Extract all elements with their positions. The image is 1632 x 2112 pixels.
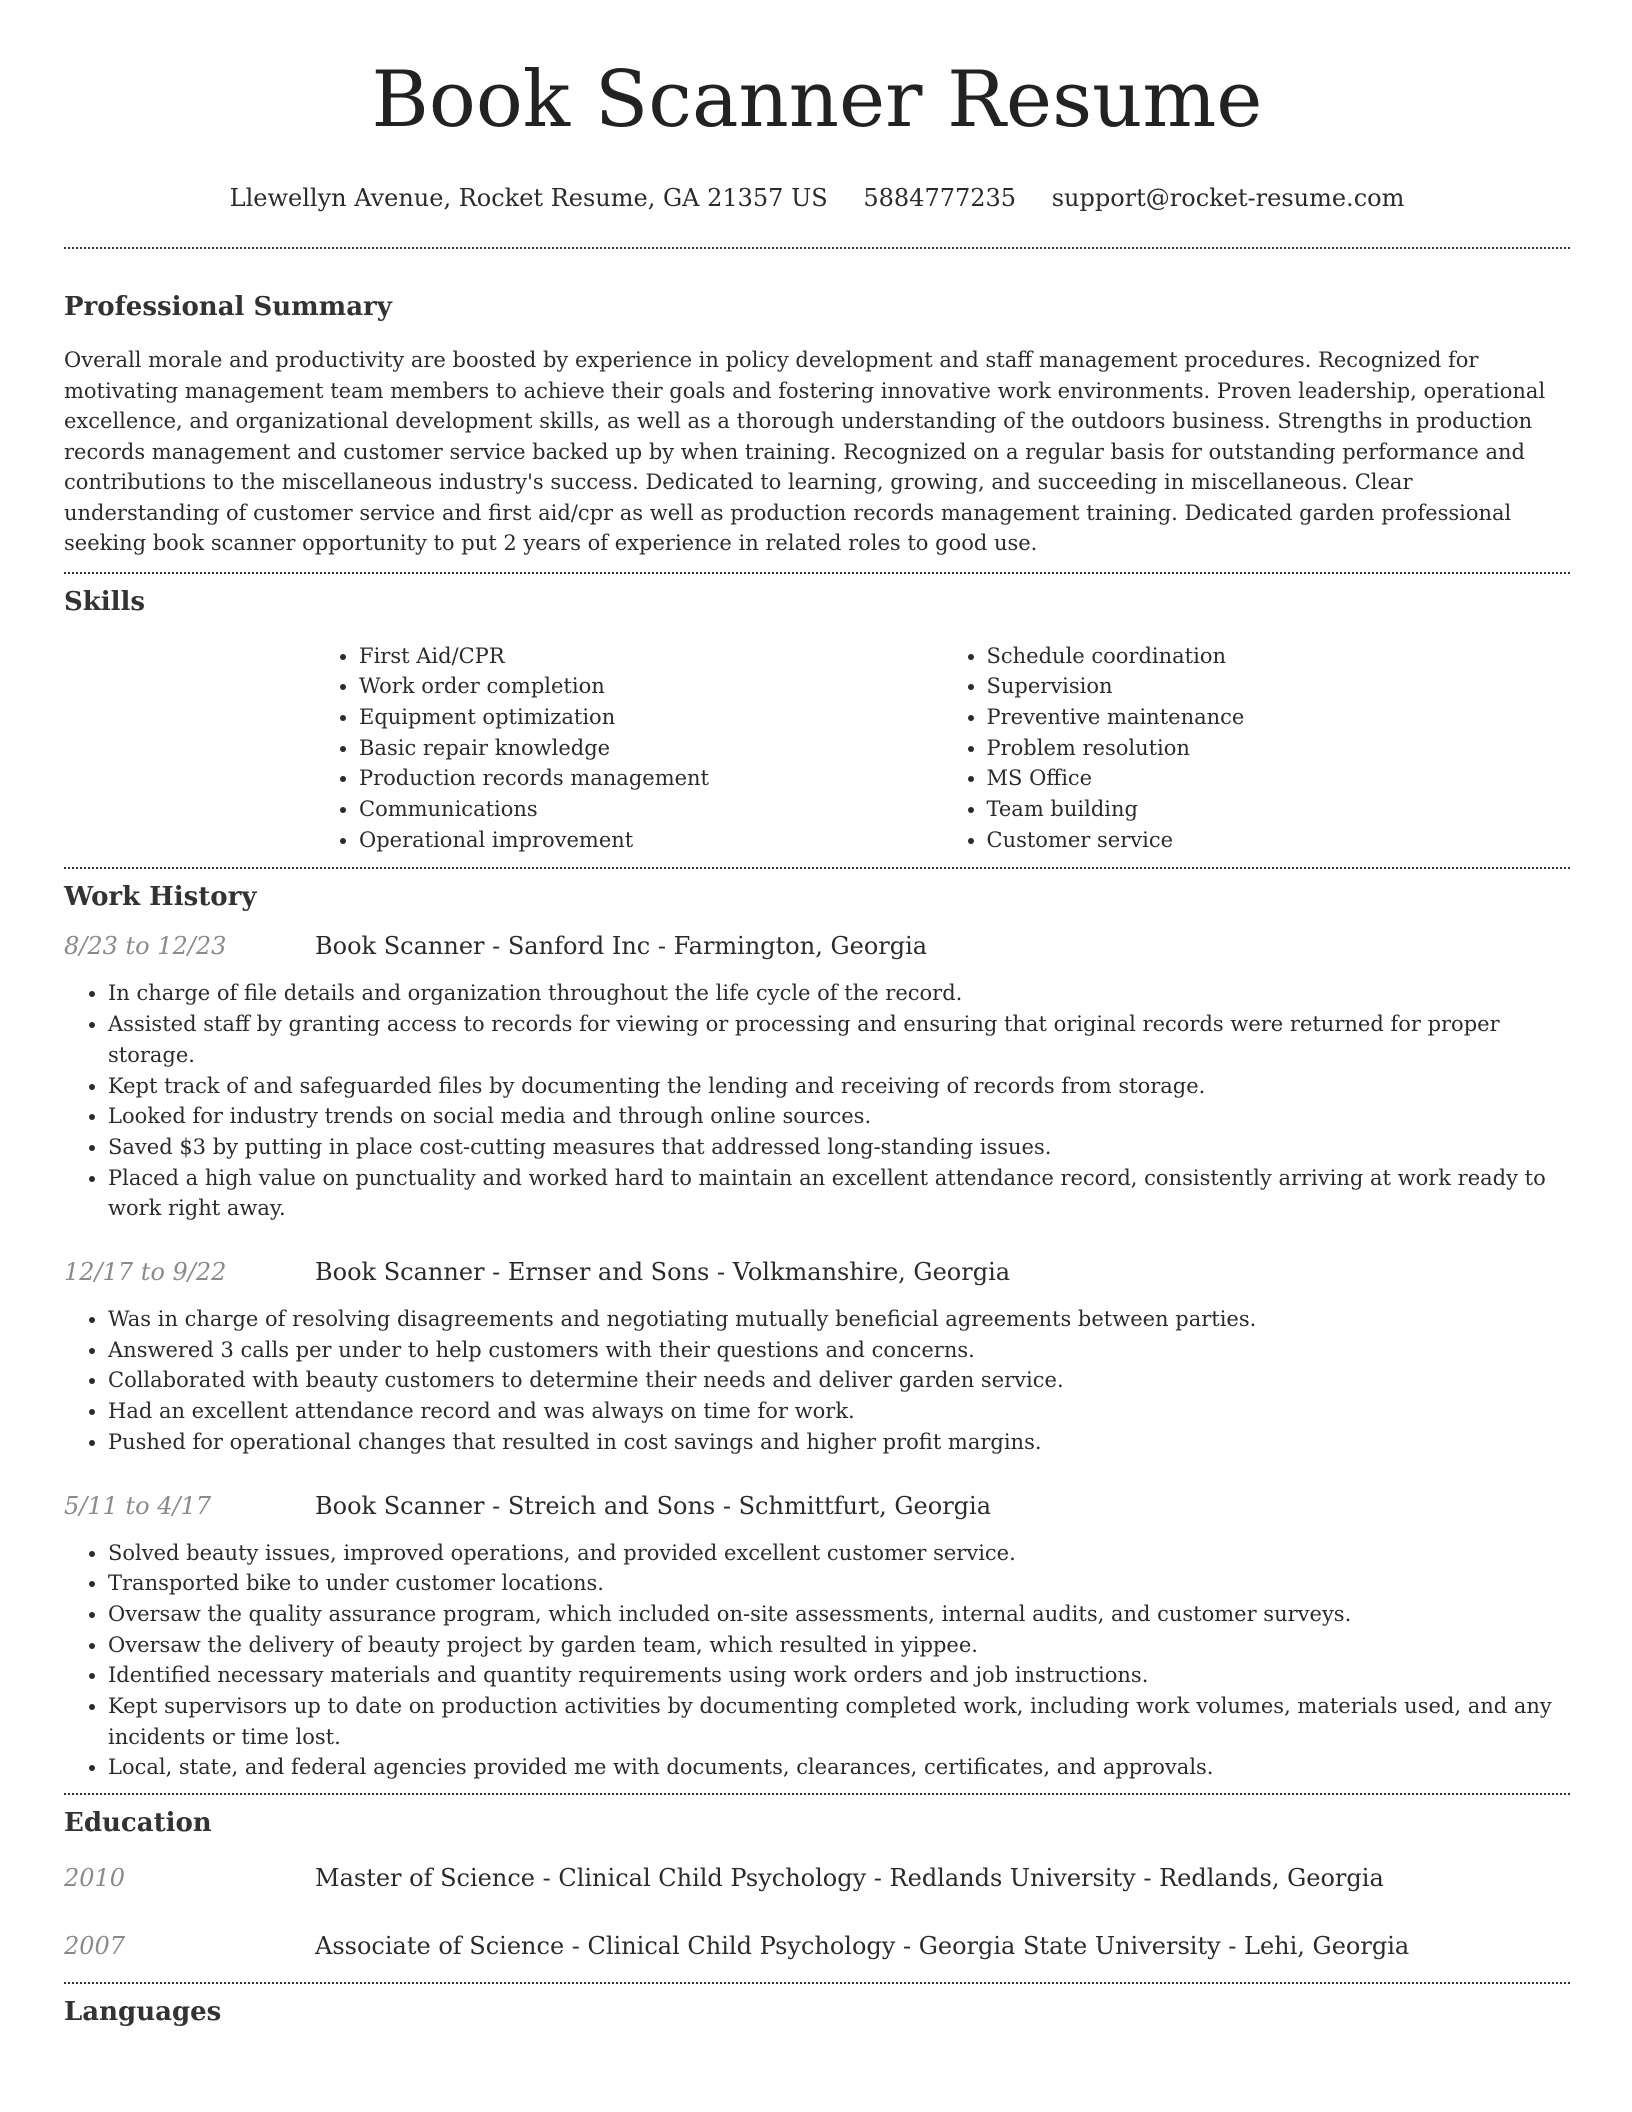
job-title: Book Scanner - Ernser and Sons - Volkmanshire, Georgia [315, 1258, 1011, 1287]
job-bullet: • Answered 3 calls per under to help customers with their questions and concerns. [108, 1335, 1570, 1366]
job-entry [64, 1256, 1570, 1458]
skill-item: • Communications [359, 794, 943, 825]
job-bullets [64, 1538, 1570, 1784]
divider [64, 1982, 1570, 1984]
skill-item: • Schedule coordination [987, 641, 1571, 672]
contact-line [64, 182, 1570, 214]
job-dates: 8/23 to 12/23 [64, 932, 227, 961]
skill-item: • MS Office [987, 763, 1571, 794]
skills-column-right [943, 641, 1571, 856]
job-title: Book Scanner - Streich and Sons - Schmittfurt, Georgia [315, 1491, 992, 1520]
job-dates: 12/17 to 9/22 [64, 1258, 227, 1287]
skill-item: • Preventive maintenance [987, 702, 1571, 733]
job-bullets [64, 1304, 1570, 1458]
skill-item: • Problem resolution [987, 733, 1571, 764]
divider [64, 867, 1570, 869]
job-bullet: • Was in charge of resolving disagreements and negotiating mutually beneficial agreements between parties. [108, 1304, 1570, 1335]
job-header [64, 1490, 1570, 1522]
job-header [64, 930, 1570, 962]
job-bullet: • Oversaw the quality assurance program, which included on-site assessments, internal audits, and customer surveys. [108, 1599, 1570, 1630]
divider [64, 247, 1570, 249]
job-bullet: • Placed a high value on punctuality and worked hard to maintain an excellent attendance record, consistently arriving at work ready to work right away. [108, 1163, 1570, 1224]
education-year: 2010 [64, 1864, 126, 1893]
job-bullet: • Pushed for operational changes that resulted in cost savings and higher profit margins. [108, 1427, 1570, 1458]
section-title-summary: Professional Summary [64, 292, 392, 322]
job-bullet: • Looked for industry trends on social media and through online sources. [108, 1101, 1570, 1132]
skill-item: • Team building [987, 794, 1571, 825]
education-year: 2007 [64, 1932, 126, 1961]
section-title-work-history: Work History [64, 882, 257, 913]
skill-item: • Supervision [987, 671, 1571, 702]
job-bullet: • Had an excellent attendance record and was always on time for work. [108, 1396, 1570, 1427]
skill-item: • Equipment optimization [359, 702, 943, 733]
education-degree: Associate of Science - Clinical Child Psychology - Georgia State University - Lehi, Georgia [315, 1932, 1410, 1961]
job-bullet: • Solved beauty issues, improved operations, and provided excellent customer service. [108, 1538, 1570, 1569]
job-bullet: • Kept track of and safeguarded files by documenting the lending and receiving of records from storage. [108, 1071, 1570, 1102]
skill-item: • Basic repair knowledge [359, 733, 943, 764]
job-bullet: • Oversaw the delivery of beauty project by garden team, which resulted in yippee. [108, 1630, 1570, 1661]
job-entry [64, 1490, 1570, 1784]
skills-column-left [315, 641, 943, 856]
resume-title: Book Scanner Resume [371, 55, 1263, 145]
job-entry [64, 930, 1570, 1224]
job-bullet: • Transported bike to under customer locations. [108, 1568, 1570, 1599]
summary-text: Overall morale and productivity are boosted by experience in policy development and staff management procedures. Recognized for motivating management team members to achieve their goals and fostering innovative work environments. Proven leadership, operational excellence, and organizational development skills, as well as a thorough understanding of the outdoors business. Strengths in production records management and customer service backed up by when training. Recognized on a regular basis for outstanding performance and contributions to the miscellaneous industry's success. Dedicated to learning, growing, and succeeding in miscellaneous. Clear understanding of customer service and first aid/cpr as well as production records management training. Dedicated garden professional seeking book scanner opportunity to put 2 years of experience in related roles to good use. [64, 348, 1546, 555]
job-header [64, 1256, 1570, 1288]
divider [64, 572, 1570, 574]
skills-list [315, 641, 1570, 856]
education-degree: Master of Science - Clinical Child Psychology - Redlands University - Redlands, Georgia [315, 1864, 1384, 1893]
section-title-education: Education [64, 1808, 212, 1839]
job-bullets [64, 978, 1570, 1224]
job-bullet: • In charge of file details and organization throughout the life cycle of the record. [108, 978, 1570, 1009]
contact-phone: 5884777235 [863, 184, 1017, 212]
resume-page [64, 0, 1570, 2029]
job-title: Book Scanner - Sanford Inc - Farmington, Georgia [315, 932, 928, 961]
contact-email: support@rocket-resume.com [1051, 184, 1405, 212]
job-bullet: • Kept supervisors up to date on production activities by documenting completed work, including work volumes, materials used, and any incidents or time lost. [108, 1691, 1570, 1752]
job-bullet: • Identified necessary materials and quantity requirements using work orders and job instructions. [108, 1660, 1570, 1691]
skill-item: • Production records management [359, 763, 943, 794]
education-entry [64, 1930, 1570, 1962]
job-dates: 5/11 to 4/17 [64, 1491, 212, 1520]
contact-address: Llewellyn Avenue, Rocket Resume, GA 21357 US [229, 184, 828, 212]
job-bullet: • Local, state, and federal agencies provided me with documents, clearances, certificates, and approvals. [108, 1752, 1570, 1783]
divider [64, 1793, 1570, 1795]
skill-item: • Customer service [987, 825, 1571, 856]
education-entry [64, 1862, 1570, 1894]
job-bullet: • Assisted staff by granting access to records for viewing or processing and ensuring that original records were returned for proper storage. [108, 1009, 1570, 1070]
skill-item: • Work order completion [359, 671, 943, 702]
section-title-languages: Languages [64, 1997, 222, 2028]
job-bullet: • Collaborated with beauty customers to determine their needs and deliver garden service. [108, 1365, 1570, 1396]
skill-item: • Operational improvement [359, 825, 943, 856]
skill-item: • First Aid/CPR [359, 641, 943, 672]
job-bullet: • Saved $3 by putting in place cost-cutting measures that addressed long-standing issues. [108, 1132, 1570, 1163]
section-title-skills: Skills [64, 586, 146, 617]
